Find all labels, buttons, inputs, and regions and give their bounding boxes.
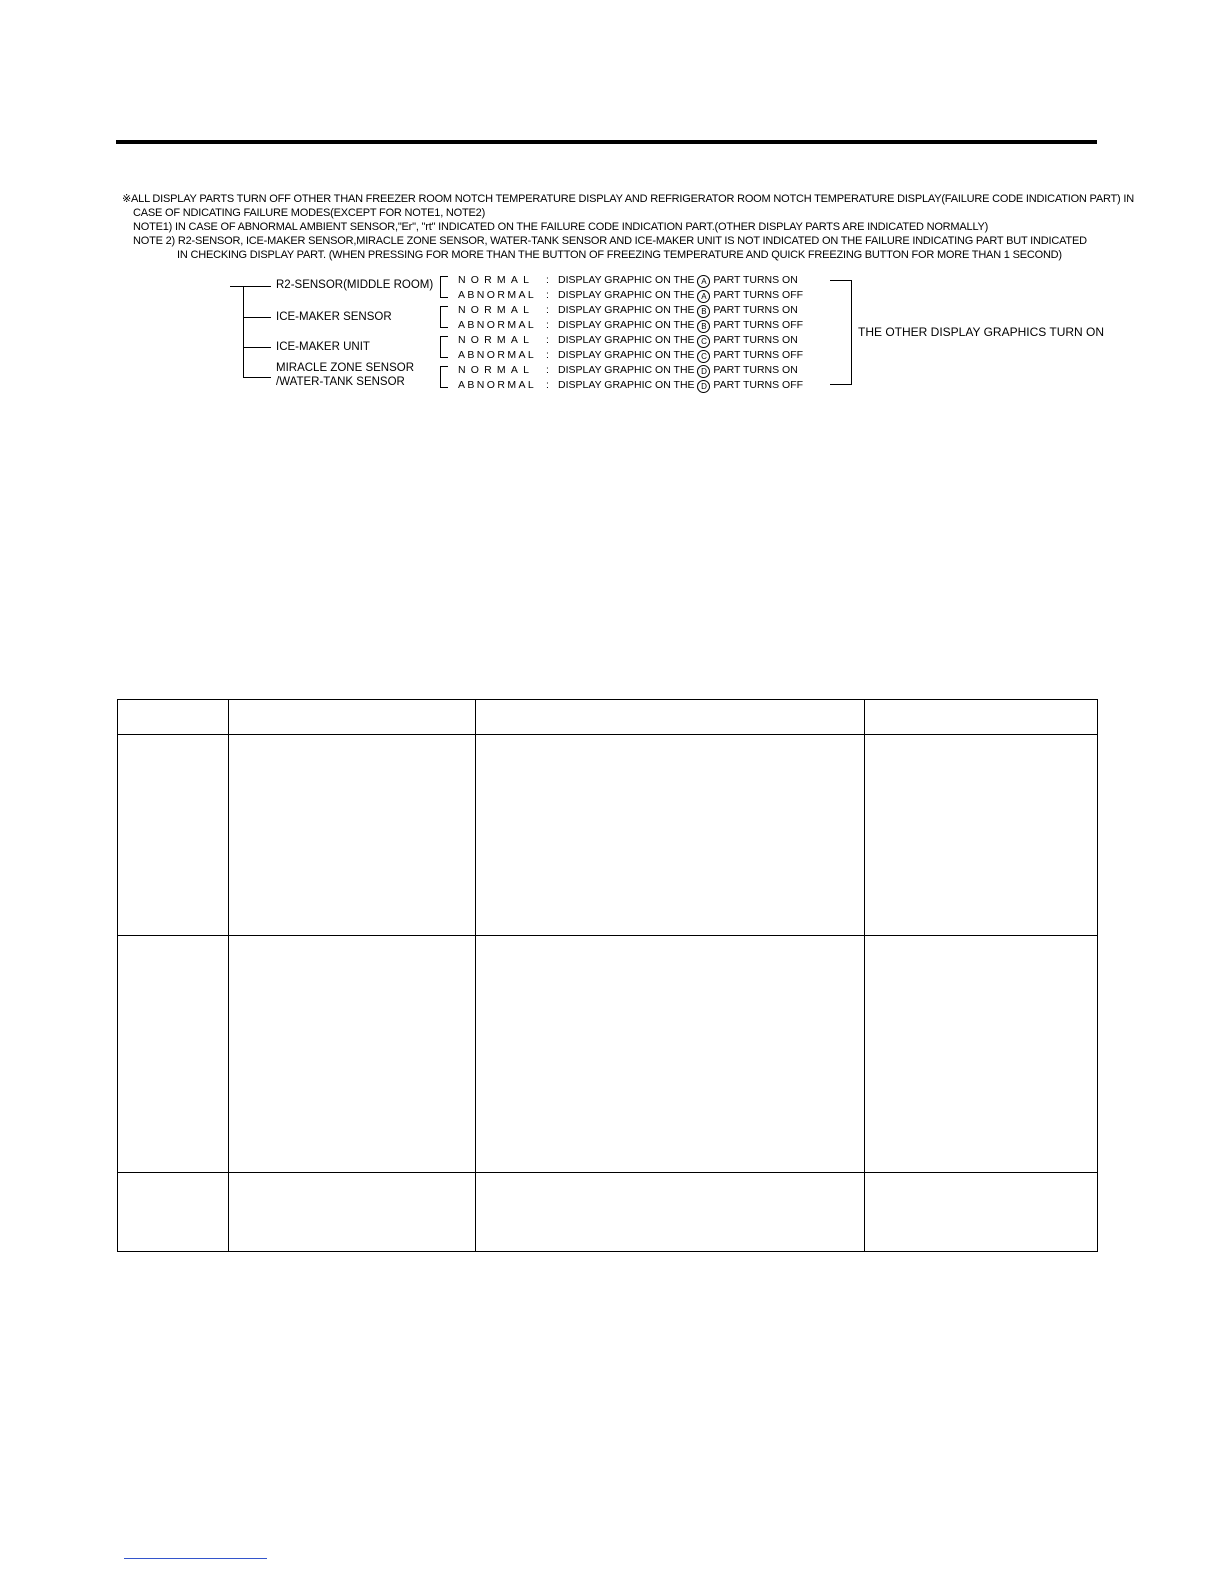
tree-vertical-line (243, 286, 244, 378)
table-cell (865, 735, 1098, 936)
status-row: ABNORMAL : DISPLAY GRAPHIC ON THE C PART TURNS OFF (458, 349, 804, 361)
note2-line1: NOTE 2) R2-SENSOR, ICE-MAKER SENSOR,MIRACLE ZONE SENSOR, WATER-TANK SENSOR AND ICE-MAKER UNIT IS NOT INDICATED ON THE FAILURE INDICATING PART BUT INDICATED (133, 235, 1087, 247)
status-row: ABNORMAL : DISPLAY GRAPHIC ON THE D PART TURNS OFF (458, 379, 804, 391)
table-cell (865, 936, 1098, 1173)
group-bracket (851, 280, 852, 385)
part-marker-icon: D (697, 380, 710, 393)
sensor-label-water-tank: /WATER-TANK SENSOR (276, 376, 405, 388)
table-header-cell (229, 700, 476, 735)
note1: NOTE1) IN CASE OF ABNORMAL AMBIENT SENSOR,"Er", "rt" INDICATED ON THE FAILURE CODE INDICATION PART.(OTHER DISPLAY PARTS ARE INDICATED NORMALLY) (133, 221, 989, 233)
status-state: ABNORMAL (458, 289, 537, 301)
part-marker-icon: D (697, 365, 710, 378)
table-header-cell (476, 700, 865, 735)
sensor-label-ice-maker-unit: ICE-MAKER UNIT (276, 341, 370, 353)
part-marker-icon: C (697, 350, 710, 363)
table-cell (118, 936, 229, 1173)
part-marker-icon: B (697, 320, 710, 333)
pair-bracket (440, 327, 448, 328)
table-header-cell (118, 700, 229, 735)
table-cell (476, 1173, 865, 1252)
pair-bracket (440, 336, 448, 337)
table-header-cell (865, 700, 1098, 735)
top-rule (116, 140, 1097, 144)
pair-bracket (440, 336, 441, 358)
status-row: ABNORMAL : DISPLAY GRAPHIC ON THE A PART TURNS OFF (458, 289, 804, 301)
table-cell (229, 936, 476, 1173)
part-marker-icon: A (697, 275, 710, 288)
troubleshooting-table (117, 699, 1098, 1252)
table-row (118, 936, 1098, 1173)
table-row (118, 735, 1098, 936)
table-cell (118, 735, 229, 936)
note2-line2: IN CHECKING DISPLAY PART. (WHEN PRESSING FOR MORE THAN THE BUTTON OF FREEZING TEMPERATURE AND QUICK FREEZING BUTTON FOR MORE THAN 1 SECOND) (177, 249, 1062, 261)
table-row (118, 1173, 1098, 1252)
status-state: NORMAL (458, 304, 535, 316)
group-bracket (830, 280, 852, 281)
pair-bracket (440, 387, 448, 388)
failure-notes (122, 192, 1134, 262)
table-cell (118, 1173, 229, 1252)
part-marker-icon: C (697, 335, 710, 348)
status-row: ABNORMAL : DISPLAY GRAPHIC ON THE B PART TURNS OFF (458, 319, 804, 331)
status-state: NORMAL (458, 274, 535, 286)
part-marker-icon: B (697, 305, 710, 318)
other-graphics-note: THE OTHER DISPLAY GRAPHICS TURN ON (858, 325, 1105, 339)
sensor-label-r2: R2-SENSOR(MIDDLE ROOM) (276, 279, 434, 291)
sensor-label-miracle-zone: MIRACLE ZONE SENSOR (276, 362, 415, 374)
sensor-label-ice-maker-sensor: ICE-MAKER SENSOR (276, 311, 392, 323)
status-row: NORMAL : DISPLAY GRAPHIC ON THE C PART TURNS ON (458, 334, 798, 346)
table-cell (476, 936, 865, 1173)
status-row: NORMAL : DISPLAY GRAPHIC ON THE D PART TURNS ON (458, 364, 798, 376)
tree-branch-line (243, 347, 271, 348)
table-header-row (118, 700, 1098, 735)
status-state: ABNORMAL (458, 379, 537, 391)
table-cell (865, 1173, 1098, 1252)
tree-branch-line (230, 286, 271, 287)
pair-bracket (440, 276, 448, 277)
status-state: NORMAL (458, 364, 535, 376)
pair-bracket (440, 306, 448, 307)
group-bracket (830, 384, 852, 385)
pair-bracket (440, 297, 448, 298)
pair-bracket (440, 276, 441, 298)
table-cell (476, 735, 865, 936)
pair-bracket (440, 366, 441, 388)
pair-bracket (440, 306, 441, 328)
status-state: ABNORMAL (458, 319, 537, 331)
table-cell (229, 735, 476, 936)
status-state: NORMAL (458, 334, 535, 346)
status-row: NORMAL : DISPLAY GRAPHIC ON THE B PART TURNS ON (458, 304, 798, 316)
pair-bracket (440, 366, 448, 367)
footer-link-underline[interactable] (124, 1558, 267, 1559)
status-state: ABNORMAL (458, 349, 537, 361)
pair-bracket (440, 357, 448, 358)
notes-main-line2: CASE OF NDICATING FAILURE MODES(EXCEPT FOR NOTE1, NOTE2) (133, 207, 486, 219)
part-marker-icon: A (697, 290, 710, 303)
tree-branch-line (243, 377, 271, 378)
status-row: NORMAL : DISPLAY GRAPHIC ON THE A PART TURNS ON (458, 274, 798, 286)
notes-main-line1: ※ALL DISPLAY PARTS TURN OFF OTHER THAN FREEZER ROOM NOTCH TEMPERATURE DISPLAY AND REFRIGERATOR ROOM NOTCH TEMPERATURE DISPLAY(FAILURE CODE INDICATION PART) IN (122, 193, 1134, 205)
table-cell (229, 1173, 476, 1252)
tree-branch-line (243, 317, 271, 318)
